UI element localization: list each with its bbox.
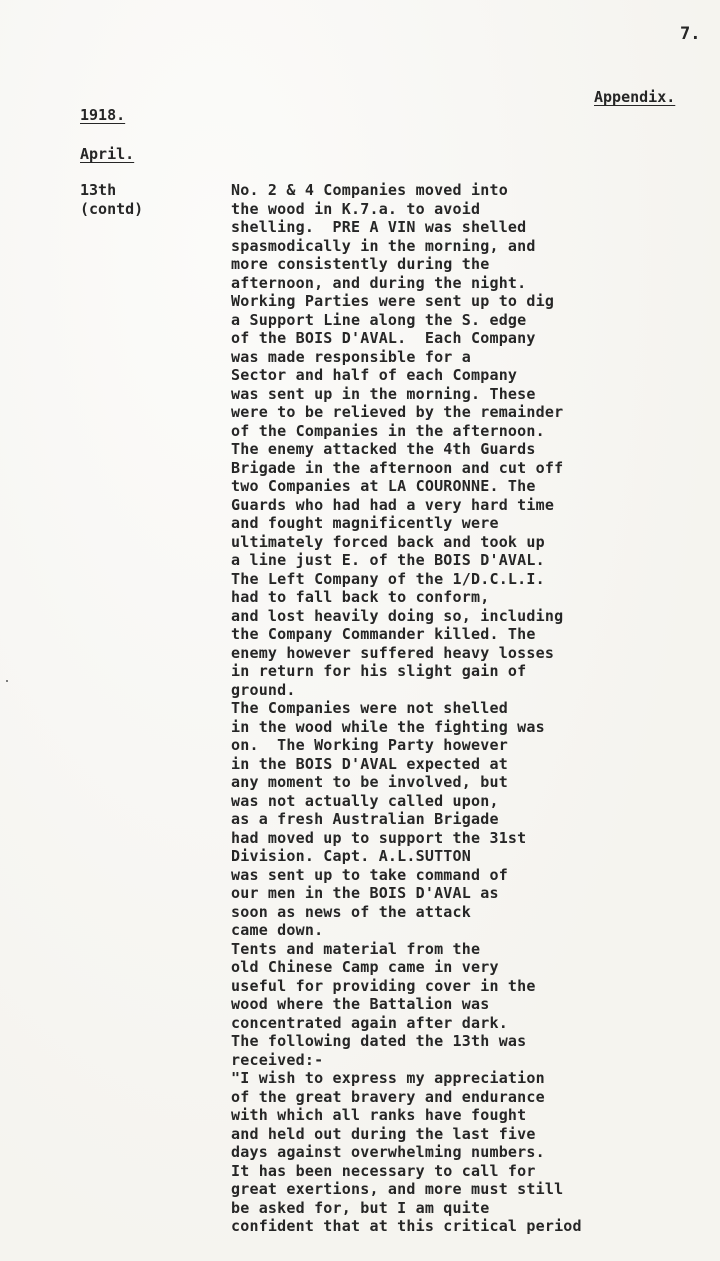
text-line: in the BOIS D'AVAL expected at [231,754,508,773]
text-line: enemy however suffered heavy losses [231,643,555,662]
text-line: days against overwhelming numbers. [231,1143,545,1161]
text-line: received:- [231,1050,324,1069]
date-note: (contd) [80,199,144,218]
text-line: It has been necessary to call for [231,1161,536,1180]
text-line: Guards who had had a very hard time [231,495,555,514]
text-line: in return for his slight gain of [231,662,527,680]
diary-entry-text [231,181,671,1236]
appendix-heading: Appendix. [594,88,676,106]
month-heading: April. [80,145,135,163]
text-line: The Companies were not shelled [231,699,508,717]
text-line: the wood in K.7.a. to avoid [231,199,481,218]
text-line: was sent up in the morning. These [231,384,536,403]
text-line: of the great bravery and endurance [231,1087,545,1106]
text-line: was not actually called upon, [231,791,499,810]
text-line: and fought magnificently were [231,514,499,532]
text-line: Working Parties were sent up to dig [231,292,555,310]
text-line: Sector and half of each Company [231,366,518,384]
text-line: of the Companies in the afternoon. [231,421,545,440]
text-line: confident that at this critical period [231,1217,582,1235]
text-line: a line just E. of the BOIS D'AVAL. [231,551,545,569]
text-line: and held out during the last five [231,1124,536,1143]
text-line: old Chinese Camp came in very [231,958,499,976]
text-line: The Left Company of the 1/D.C.L.I. [231,569,545,588]
text-line: wood where the Battalion was [231,995,490,1013]
text-line: more consistently during the [231,255,490,273]
date-day: 13th [80,181,117,199]
text-line: was sent up to take command of [231,865,508,884]
text-line: were to be relieved by the remainder [231,403,564,421]
text-line: be asked for, but I am quite [231,1198,490,1217]
text-line: Division. Capt. A.L.SUTTON [231,847,471,865]
text-line: spasmodically in the morning, and [231,236,536,255]
page-number: 7. [680,24,701,44]
text-line: came down. [231,921,324,939]
text-line: ultimately forced back and took up [231,532,545,551]
text-line: and lost heavily doing so, including [231,606,564,625]
text-line: the Company Commander killed. The [231,625,536,643]
text-line: our men in the BOIS D'AVAL as [231,884,499,902]
text-line: had moved up to support the 31st [231,828,527,847]
text-line: on. The Working Party however [231,736,508,754]
text-line: No. 2 & 4 Companies moved into [231,181,508,199]
text-line: great exertions, and more must still [231,1180,564,1198]
text-line: Brigade in the afternoon and cut off [231,458,564,477]
text-line: of the BOIS D'AVAL. Each Company [231,329,536,347]
paper-speck [6,680,8,682]
text-line: any moment to be involved, but [231,773,508,791]
text-line: The enemy attacked the 4th Guards [231,440,536,458]
text-line: two Companies at LA COURONNE. The [231,477,536,495]
date-column [80,181,143,218]
text-line: soon as news of the attack [231,902,471,921]
text-line: as a fresh Australian Brigade [231,810,499,828]
text-line: was made responsible for a [231,347,471,366]
text-line: afternoon, and during the night. [231,273,527,292]
text-line: concentrated again after dark. [231,1013,508,1032]
text-line: in the wood while the fighting was [231,717,545,736]
text-line: ground. [231,680,296,699]
year-heading: 1918. [80,106,126,124]
text-line: Tents and material from the [231,939,481,958]
text-line: "I wish to express my appreciation [231,1069,545,1087]
text-line: The following dated the 13th was [231,1032,527,1050]
text-line: a Support Line along the S. edge [231,310,527,329]
text-line: had to fall back to conform, [231,588,490,606]
text-line: shelling. PRE A VIN was shelled [231,218,527,236]
text-line: useful for providing cover in the [231,976,536,995]
text-line: with which all ranks have fought [231,1106,527,1124]
